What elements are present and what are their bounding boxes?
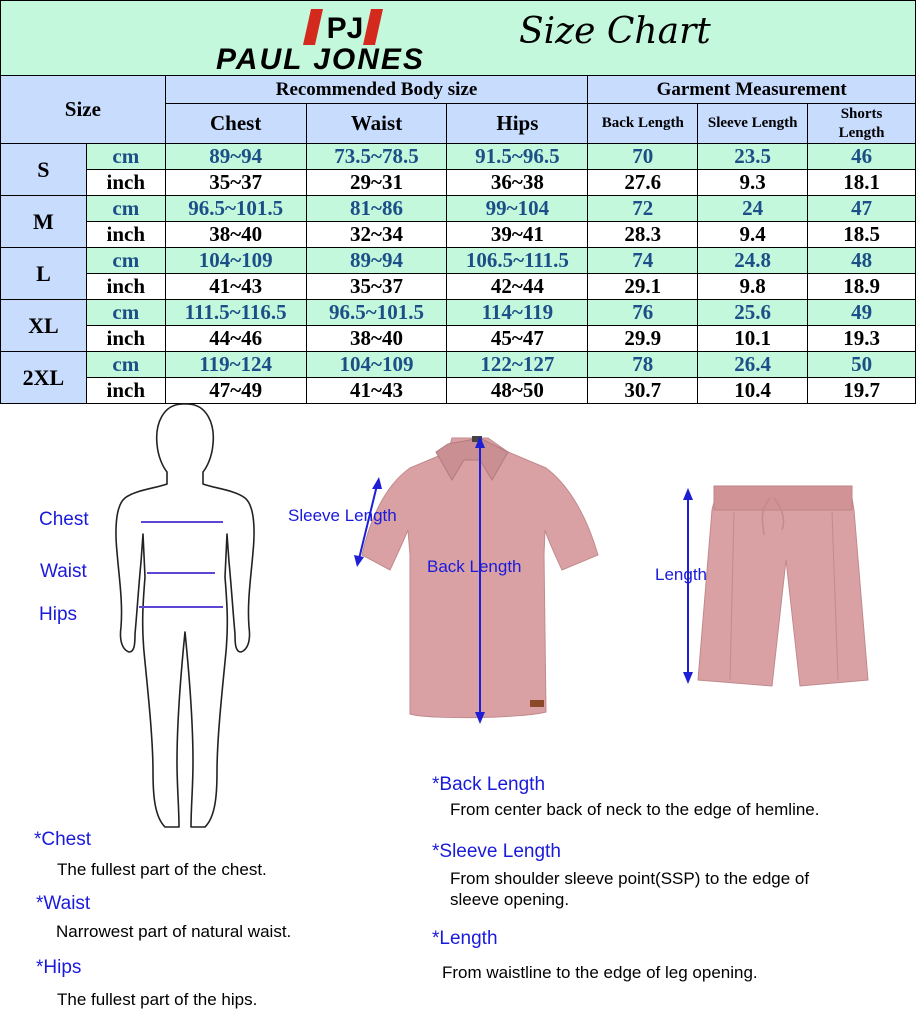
unit-label: cm bbox=[86, 248, 165, 274]
chest-label: Chest bbox=[39, 509, 89, 530]
size-label: M bbox=[1, 196, 87, 248]
note-sleeve-length-desc-2: sleeve opening. bbox=[450, 890, 570, 909]
waist-cell: 41~43 bbox=[306, 378, 447, 404]
shorts-length-column-header: Shorts Length bbox=[808, 104, 916, 144]
size-row-inch bbox=[1, 170, 916, 196]
shorts-length-arrow bbox=[676, 486, 700, 686]
garment-group-header: Garment Measurement bbox=[588, 76, 916, 104]
shorts-length-label: Length bbox=[655, 565, 707, 584]
shorts-cell: 19.7 bbox=[808, 378, 916, 404]
sleeve-cell: 24.8 bbox=[698, 248, 808, 274]
waist-cell: 96.5~101.5 bbox=[306, 300, 447, 326]
chest-cell: 44~46 bbox=[165, 326, 306, 352]
hips-cell: 42~44 bbox=[447, 274, 588, 300]
unit-label: cm bbox=[86, 352, 165, 378]
back-cell: 78 bbox=[588, 352, 698, 378]
note-sleeve-length-title: *Sleeve Length bbox=[432, 841, 561, 862]
hips-cell: 106.5~111.5 bbox=[447, 248, 588, 274]
hips-column-header: Hips bbox=[447, 104, 588, 144]
brand-name: PAUL JONES bbox=[216, 43, 425, 76]
hips-cell: 122~127 bbox=[447, 352, 588, 378]
hips-cell: 36~38 bbox=[447, 170, 588, 196]
hips-cell: 114~119 bbox=[447, 300, 588, 326]
sleeve-cell: 9.4 bbox=[698, 222, 808, 248]
note-hips-desc: The fullest part of the hips. bbox=[57, 990, 258, 1009]
waist-cell: 81~86 bbox=[306, 196, 447, 222]
sleeve-cell: 23.5 bbox=[698, 144, 808, 170]
shorts-cell: 46 bbox=[808, 144, 916, 170]
back-length-column-header: Back Length bbox=[588, 104, 698, 144]
waist-column-header: Waist bbox=[306, 104, 447, 144]
unit-label: cm bbox=[86, 144, 165, 170]
chest-cell: 35~37 bbox=[165, 170, 306, 196]
chest-column-header: Chest bbox=[165, 104, 306, 144]
note-hips-title: *Hips bbox=[36, 957, 82, 978]
waist-label: Waist bbox=[40, 561, 87, 582]
size-row-cm bbox=[1, 248, 916, 274]
size-label: 2XL bbox=[1, 352, 87, 404]
logo-mark-text: PJ bbox=[326, 12, 364, 45]
sleeve-cell: 10.1 bbox=[698, 326, 808, 352]
body-figure bbox=[105, 402, 265, 832]
size-row-inch bbox=[1, 274, 916, 300]
waist-cell: 35~37 bbox=[306, 274, 447, 300]
sleeve-length-column-header: Sleeve Length bbox=[698, 104, 808, 144]
sleeve-cell: 26.4 bbox=[698, 352, 808, 378]
note-sleeve-length-desc-1: From shoulder sleeve point(SSP) to the edge of bbox=[450, 869, 810, 888]
body-size-group-header: Recommended Body size bbox=[165, 76, 588, 104]
chest-cell: 104~109 bbox=[165, 248, 306, 274]
size-row-inch bbox=[1, 326, 916, 352]
back-cell: 28.3 bbox=[588, 222, 698, 248]
back-cell: 29.9 bbox=[588, 326, 698, 352]
hips-cell: 39~41 bbox=[447, 222, 588, 248]
chest-cell: 119~124 bbox=[165, 352, 306, 378]
leather-patch-icon bbox=[530, 700, 544, 707]
unit-label: inch bbox=[86, 170, 165, 196]
size-table bbox=[0, 75, 916, 404]
note-waist-title: *Waist bbox=[36, 893, 91, 914]
hips-cell: 91.5~96.5 bbox=[447, 144, 588, 170]
hips-cell: 48~50 bbox=[447, 378, 588, 404]
back-cell: 27.6 bbox=[588, 170, 698, 196]
waist-cell: 32~34 bbox=[306, 222, 447, 248]
waist-cell: 89~94 bbox=[306, 248, 447, 274]
back-length-label: Back Length bbox=[427, 557, 522, 576]
body-outline bbox=[116, 404, 254, 827]
hips-label: Hips bbox=[39, 604, 78, 625]
chest-cell: 111.5~116.5 bbox=[165, 300, 306, 326]
hips-cell: 45~47 bbox=[447, 326, 588, 352]
waist-cell: 29~31 bbox=[306, 170, 447, 196]
size-row-inch bbox=[1, 222, 916, 248]
back-cell: 29.1 bbox=[588, 274, 698, 300]
unit-label: cm bbox=[86, 196, 165, 222]
size-header: Size bbox=[1, 76, 166, 144]
sleeve-length-label: Sleeve Length bbox=[288, 506, 397, 525]
hips-cell: 99~104 bbox=[447, 196, 588, 222]
size-row-cm bbox=[1, 352, 916, 378]
unit-label: inch bbox=[86, 378, 165, 404]
note-length-desc: From waistline to the edge of leg opening. bbox=[442, 963, 758, 982]
sleeve-cell: 25.6 bbox=[698, 300, 808, 326]
note-waist-desc: Narrowest part of natural waist. bbox=[56, 922, 292, 941]
shorts-cell: 18.5 bbox=[808, 222, 916, 248]
chest-cell: 89~94 bbox=[165, 144, 306, 170]
size-row-cm bbox=[1, 300, 916, 326]
size-label: L bbox=[1, 248, 87, 300]
pj-logo-mark bbox=[301, 7, 393, 47]
back-cell: 30.7 bbox=[588, 378, 698, 404]
back-cell: 74 bbox=[588, 248, 698, 274]
sleeve-cell: 10.4 bbox=[698, 378, 808, 404]
waist-cell: 38~40 bbox=[306, 326, 447, 352]
shorts-cell: 49 bbox=[808, 300, 916, 326]
sleeve-cell: 9.8 bbox=[698, 274, 808, 300]
unit-label: inch bbox=[86, 274, 165, 300]
size-rows bbox=[1, 144, 916, 404]
chest-cell: 41~43 bbox=[165, 274, 306, 300]
size-label: S bbox=[1, 144, 87, 196]
shorts-cell: 18.9 bbox=[808, 274, 916, 300]
chest-cell: 38~40 bbox=[165, 222, 306, 248]
size-row-cm bbox=[1, 196, 916, 222]
size-row-cm bbox=[1, 144, 916, 170]
waistband bbox=[714, 486, 852, 510]
back-cell: 72 bbox=[588, 196, 698, 222]
page-title: Size Chart bbox=[519, 11, 711, 52]
size-row-inch bbox=[1, 378, 916, 404]
waist-cell: 104~109 bbox=[306, 352, 447, 378]
shorts-illustration bbox=[690, 480, 875, 695]
sleeve-cell: 24 bbox=[698, 196, 808, 222]
unit-label: cm bbox=[86, 300, 165, 326]
size-chart-header bbox=[0, 0, 916, 76]
shorts-cell: 18.1 bbox=[808, 170, 916, 196]
note-back-length-desc: From center back of neck to the edge of hemline. bbox=[450, 800, 820, 819]
unit-label: inch bbox=[86, 222, 165, 248]
note-back-length-title: *Back Length bbox=[432, 774, 546, 795]
note-chest-desc: The fullest part of the chest. bbox=[57, 860, 267, 879]
shorts-cell: 47 bbox=[808, 196, 916, 222]
chest-cell: 47~49 bbox=[165, 378, 306, 404]
shorts-cell: 19.3 bbox=[808, 326, 916, 352]
size-label: XL bbox=[1, 300, 87, 352]
shorts-cell: 50 bbox=[808, 352, 916, 378]
back-cell: 76 bbox=[588, 300, 698, 326]
note-length-title: *Length bbox=[432, 928, 498, 949]
waist-cell: 73.5~78.5 bbox=[306, 144, 447, 170]
shorts-cell: 48 bbox=[808, 248, 916, 274]
back-cell: 70 bbox=[588, 144, 698, 170]
brand-logo bbox=[211, 7, 481, 76]
chest-cell: 96.5~101.5 bbox=[165, 196, 306, 222]
unit-label: inch bbox=[86, 326, 165, 352]
note-chest-title: *Chest bbox=[34, 829, 92, 850]
sleeve-cell: 9.3 bbox=[698, 170, 808, 196]
